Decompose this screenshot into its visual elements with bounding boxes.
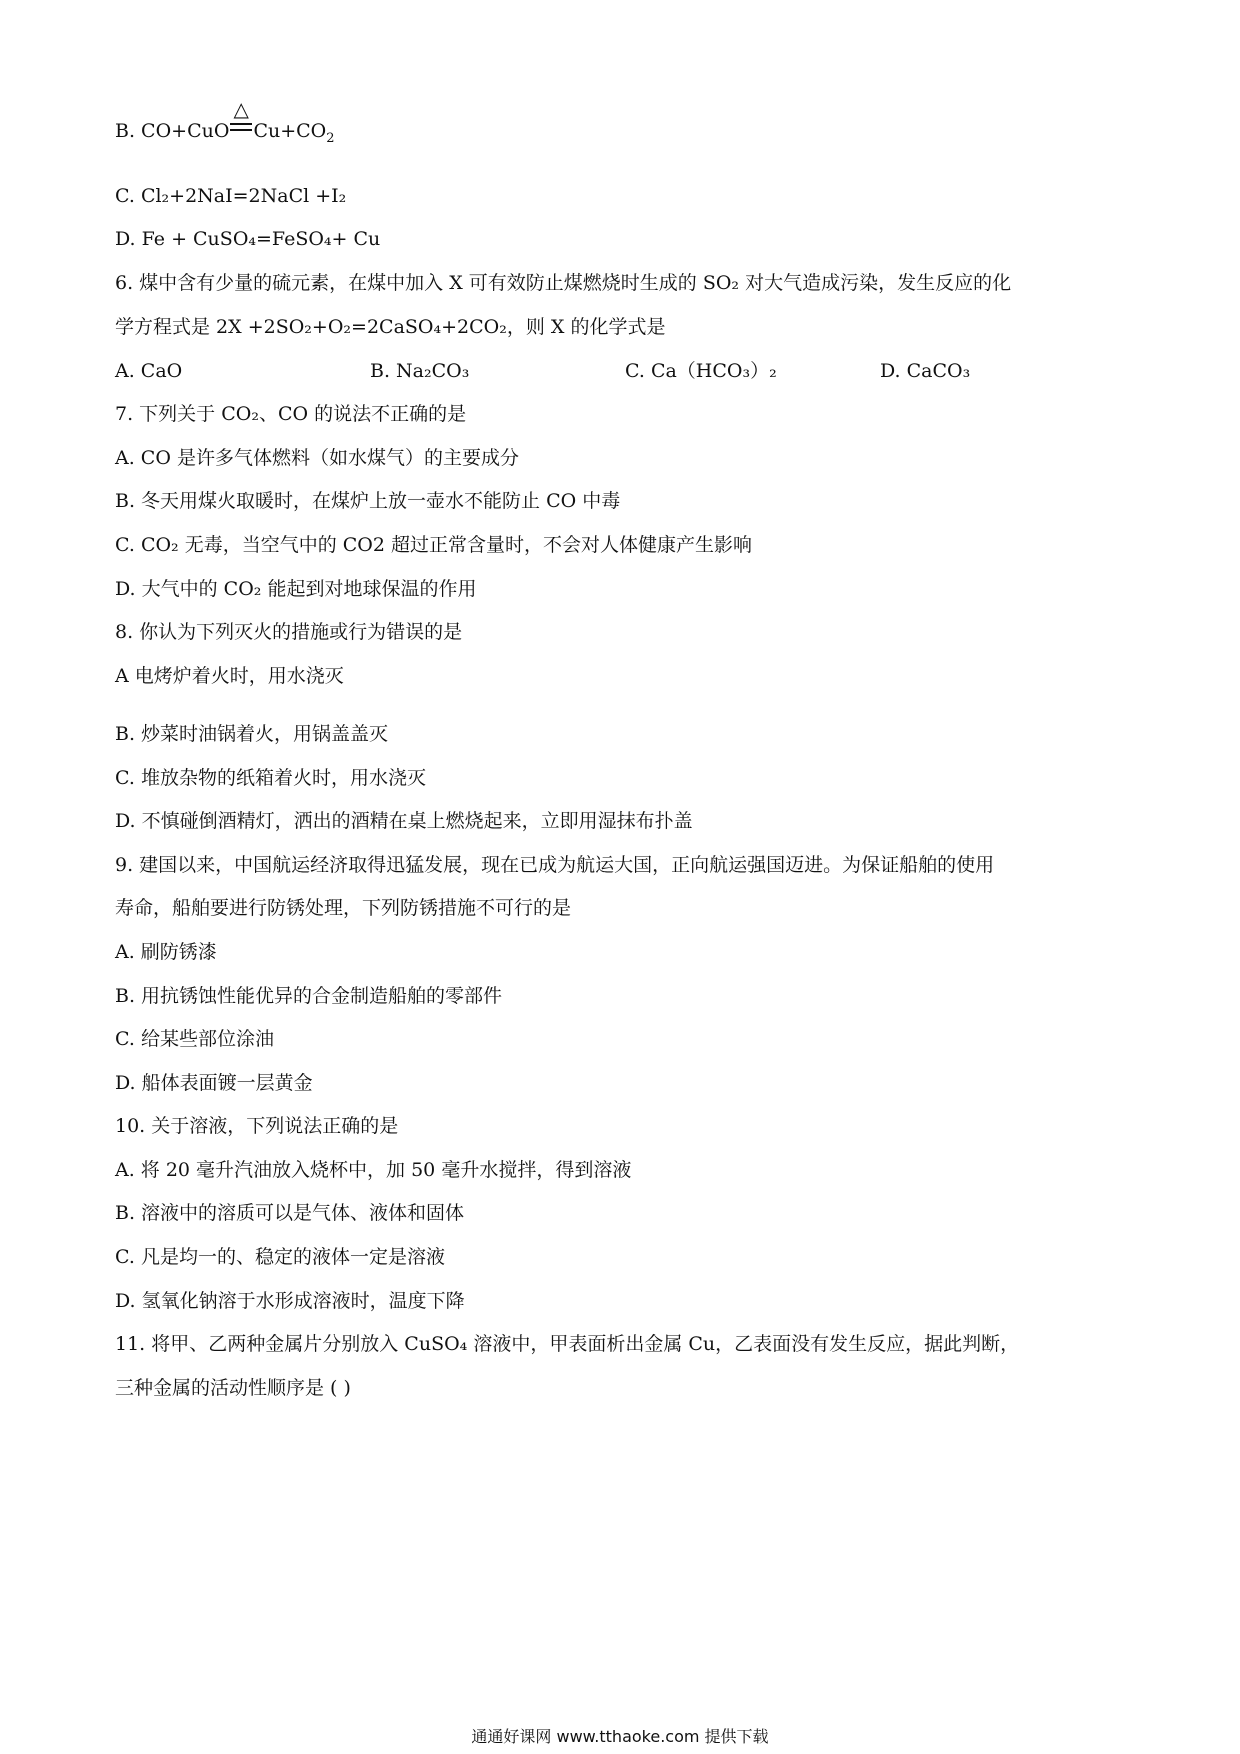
q10-option-a: A. 将 20 毫升汽油放入烧杯中，加 50 毫升水搅拌，得到溶液 (115, 1159, 632, 1181)
q7-stem: 7. 下列关于 CO₂、CO 的说法不正确的是 (115, 403, 467, 425)
page-footer: 通通好课网 www.tthaoke.com 提供下载 (471, 1727, 769, 1746)
q6-stem-line2: 学方程式是 2X +2SO₂+O₂=2CaSO₄+2CO₂，则 X 的化学式是 (115, 316, 666, 338)
q5-option-b (115, 97, 335, 152)
q8-option-b: B. 炒菜时油锅着火，用锅盖盖灭 (115, 723, 389, 745)
q7-option-b: B. 冬天用煤火取暖时，在煤炉上放一壶水不能防止 CO 中毒 (115, 490, 621, 512)
q7-option-d: D. 大气中的 CO₂ 能起到对地球保温的作用 (115, 578, 477, 600)
q8-option-c: C. 堆放杂物的纸箱着火时，用水浇灭 (115, 767, 426, 789)
q10-option-b: B. 溶液中的溶质可以是气体、液体和固体 (115, 1202, 465, 1224)
q8-option-d: D. 不慎碰倒酒精灯，洒出的酒精在桌上燃烧起来，立即用湿抹布扑盖 (115, 810, 693, 832)
q6-option-b: B. Na₂CO₃ (370, 360, 470, 382)
q9-stem-line1: 9. 建国以来，中国航运经济取得迅猛发展，现在已成为航运大国，正向航运强国迈进。为保证船舶的使用 (115, 854, 995, 876)
q9-stem-line2: 寿命，船舶要进行防锈处理，下列防锈措施不可行的是 (115, 897, 572, 919)
q9-option-d: D. 船体表面镀一层黄金 (115, 1072, 313, 1094)
q5b-subscript: 2 (326, 130, 335, 146)
q5-option-d: D. Fe + CuSO₄=FeSO₄+ Cu (115, 228, 381, 250)
q9-option-a: A. 刷防锈漆 (115, 941, 217, 963)
q7-option-c: C. CO₂ 无毒，当空气中的 CO2 超过正常含量时，不会对人体健康产生影响 (115, 534, 752, 556)
q5b-tail: Cu+CO (253, 120, 327, 142)
q10-stem: 10. 关于溶液，下列说法正确的是 (115, 1115, 399, 1137)
q8-option-a: A 电烤炉着火时，用水浇灭 (115, 665, 344, 687)
q6-stem-line1: 6. 煤中含有少量的硫元素，在煤中加入 X 可有效防止煤燃烧时生成的 SO₂ 对大气造成污染，发生反应的化 (115, 272, 1012, 294)
q5-option-c: C. Cl₂+2NaI=2NaCl +I₂ (115, 185, 347, 207)
q5b-lead: B. CO+CuO (115, 120, 230, 142)
q8-stem: 8. 你认为下列灭火的措施或行为错误的是 (115, 621, 463, 643)
q9-option-b: B. 用抗锈蚀性能优异的合金制造船舶的零部件 (115, 985, 503, 1007)
q11-stem-line1: 11. 将甲、乙两种金属片分别放入 CuSO₄ 溶液中，甲表面析出金属 Cu，乙表面没有发生反应，据此判断， (115, 1333, 1020, 1355)
q10-option-d: D. 氢氧化钠溶于水形成溶液时，温度下降 (115, 1290, 465, 1312)
q11-stem-line2: 三种金属的活动性顺序是 ( ) (115, 1377, 351, 1399)
heat-symbol: △ (233, 97, 249, 121)
q9-option-c: C. 给某些部位涂油 (115, 1028, 274, 1050)
heat-reaction-arrow (230, 97, 252, 135)
q7-option-a: A. CO 是许多气体燃料（如水煤气）的主要成分 (115, 447, 519, 469)
q6-option-a: A. CaO (115, 360, 183, 382)
q10-option-c: C. 凡是均一的、稳定的液体一定是溶液 (115, 1246, 445, 1268)
q6-option-d: D. CaCO₃ (880, 360, 971, 382)
q6-option-c: C. Ca（HCO₃）₂ (625, 360, 777, 382)
